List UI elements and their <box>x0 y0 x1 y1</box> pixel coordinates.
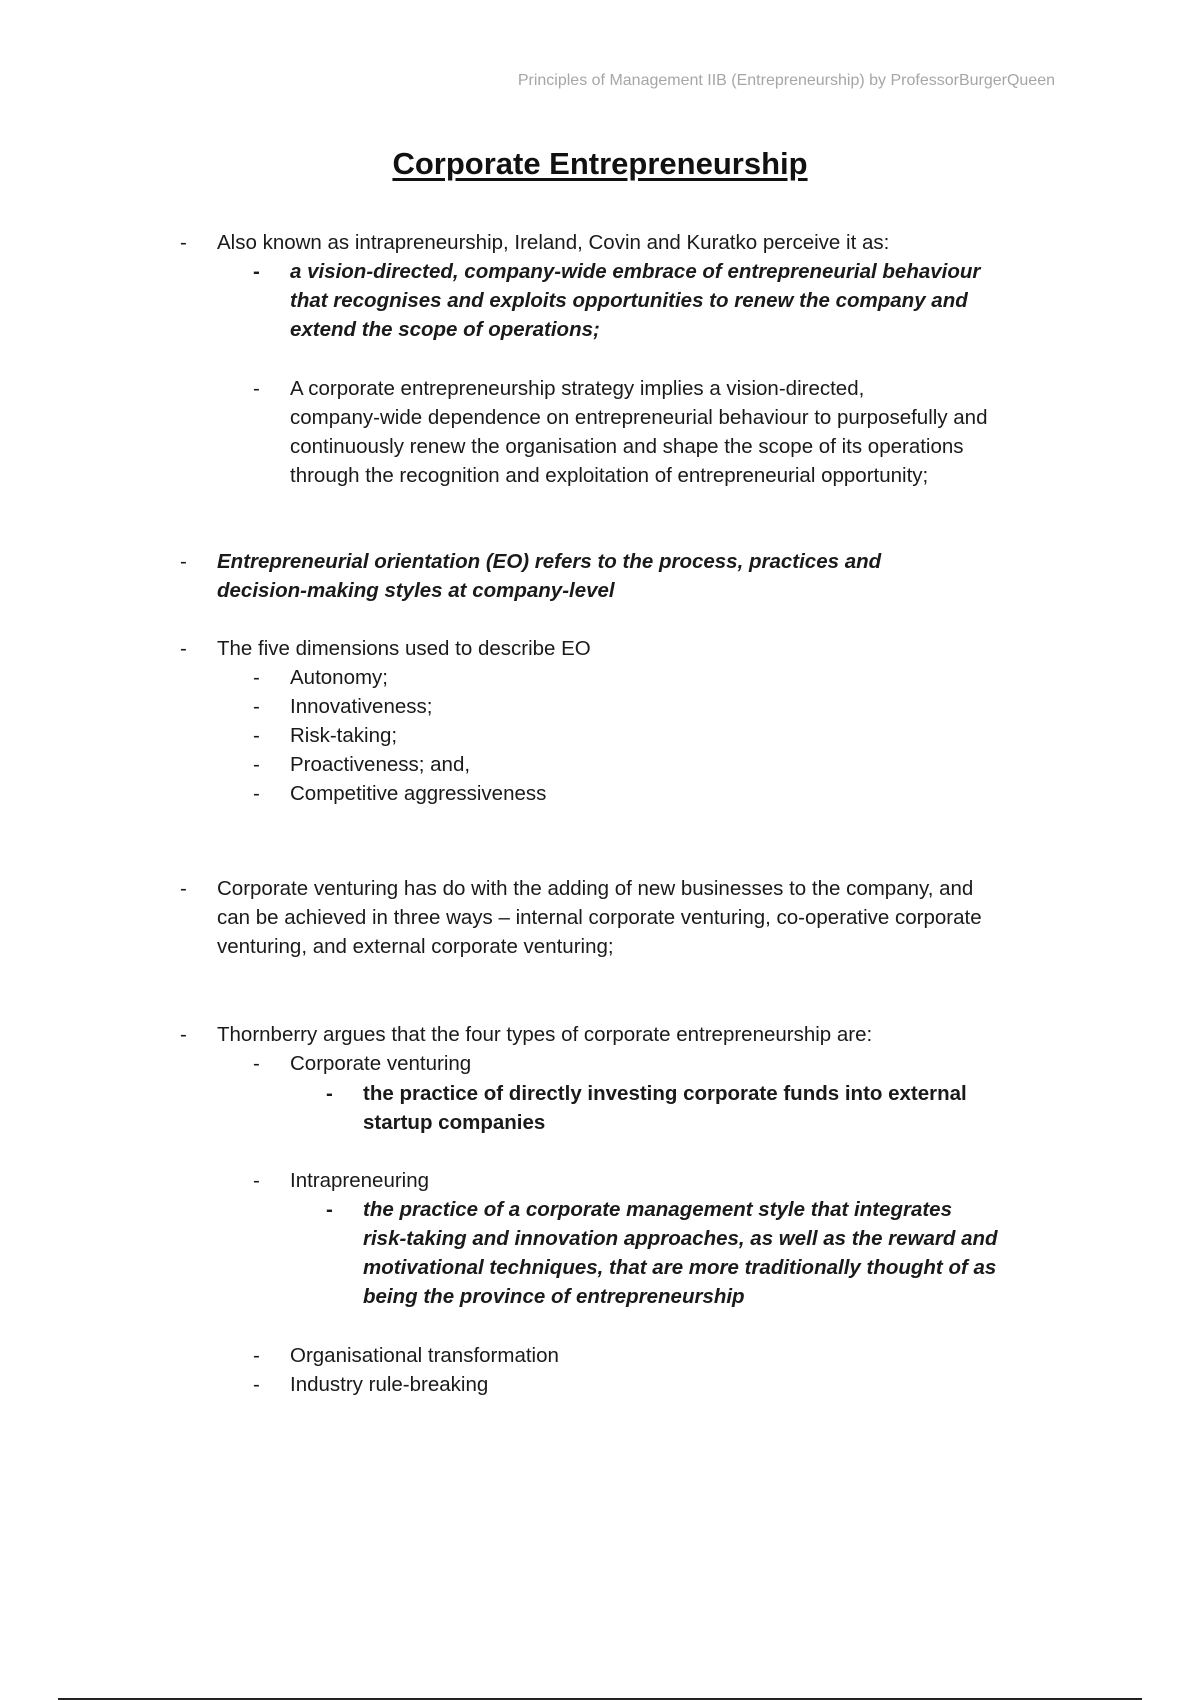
quote-line: a vision-directed, company-wide embrace of entrepreneurial behaviour <box>290 260 981 283</box>
eo-line: decision-making styles at company-level <box>217 579 615 602</box>
bullet-dash: - <box>253 260 260 283</box>
strategy-line: company-wide dependence on entrepreneurial behaviour to purposefully and <box>290 406 988 429</box>
type-definition-line: the practice of directly investing corporate funds into external <box>363 1082 967 1105</box>
bullet-dash: - <box>253 666 260 689</box>
bullet-dash: - <box>253 377 260 400</box>
list-item: Innovativeness; <box>290 695 433 718</box>
quote-line: that recognises and exploits opportunities to renew the company and <box>290 289 968 312</box>
type-industry-rule-breaking: Industry rule-breaking <box>290 1373 489 1396</box>
bullet-dash: - <box>180 550 187 573</box>
venturing-line: Corporate venturing has do with the adding of new businesses to the company, and <box>217 877 974 900</box>
type-definition-line: risk-taking and innovation approaches, as well as the reward and <box>363 1227 998 1250</box>
bullet-dash: - <box>253 724 260 747</box>
type-definition-line: the practice of a corporate management style that integrates <box>363 1198 952 1221</box>
strategy-line: through the recognition and exploitation of entrepreneurial opportunity; <box>290 464 929 487</box>
venturing-line: venturing, and external corporate venturing; <box>217 935 614 958</box>
definition-intro: Also known as intrapreneurship, Ireland, Covin and Kuratko perceive it as: <box>217 231 890 254</box>
bullet-dash: - <box>253 782 260 805</box>
venturing-line: can be achieved in three ways – internal corporate venturing, co-operative corporate <box>217 906 982 929</box>
type-corporate-venturing: Corporate venturing <box>290 1052 472 1075</box>
bullet-dash: - <box>253 1344 260 1367</box>
strategy-line: A corporate entrepreneurship strategy implies a vision-directed, <box>290 377 865 400</box>
list-item: Competitive aggressiveness <box>290 782 547 805</box>
type-definition-line: being the province of entrepreneurship <box>363 1285 745 1308</box>
list-item: Autonomy; <box>290 666 388 689</box>
strategy-line: continuously renew the organisation and shape the scope of its operations <box>290 435 964 458</box>
bullet-dash: - <box>180 637 187 660</box>
bullet-dash: - <box>180 1023 187 1046</box>
type-organisational-transformation: Organisational transformation <box>290 1344 559 1367</box>
bullet-dash: - <box>253 753 260 776</box>
quote-line: extend the scope of operations; <box>290 318 600 341</box>
dimensions-intro: The five dimensions used to describe EO <box>217 637 591 660</box>
bullet-dash: - <box>326 1198 333 1221</box>
bullet-dash: - <box>253 1052 260 1075</box>
thornberry-intro: Thornberry argues that the four types of corporate entrepreneurship are: <box>217 1023 873 1046</box>
bullet-dash: - <box>253 1373 260 1396</box>
eo-line: Entrepreneurial orientation (EO) refers to the process, practices and <box>217 550 882 573</box>
bullet-dash: - <box>253 1169 260 1192</box>
bullet-dash: - <box>253 695 260 718</box>
header-note: Principles of Management IIB (Entrepreneurship) by ProfessorBurgerQueen <box>517 72 1055 89</box>
list-item: Proactiveness; and, <box>290 753 471 776</box>
bullet-dash: - <box>326 1082 333 1105</box>
page-title: Corporate Entrepreneurship <box>392 146 808 181</box>
type-definition-line: motivational techniques, that are more traditionally thought of as <box>363 1256 997 1279</box>
type-intrapreneuring: Intrapreneuring <box>290 1169 430 1192</box>
bullet-dash: - <box>180 877 187 900</box>
bullet-dash: - <box>180 231 187 254</box>
list-item: Risk-taking; <box>290 724 398 747</box>
type-definition-line: startup companies <box>363 1111 546 1134</box>
